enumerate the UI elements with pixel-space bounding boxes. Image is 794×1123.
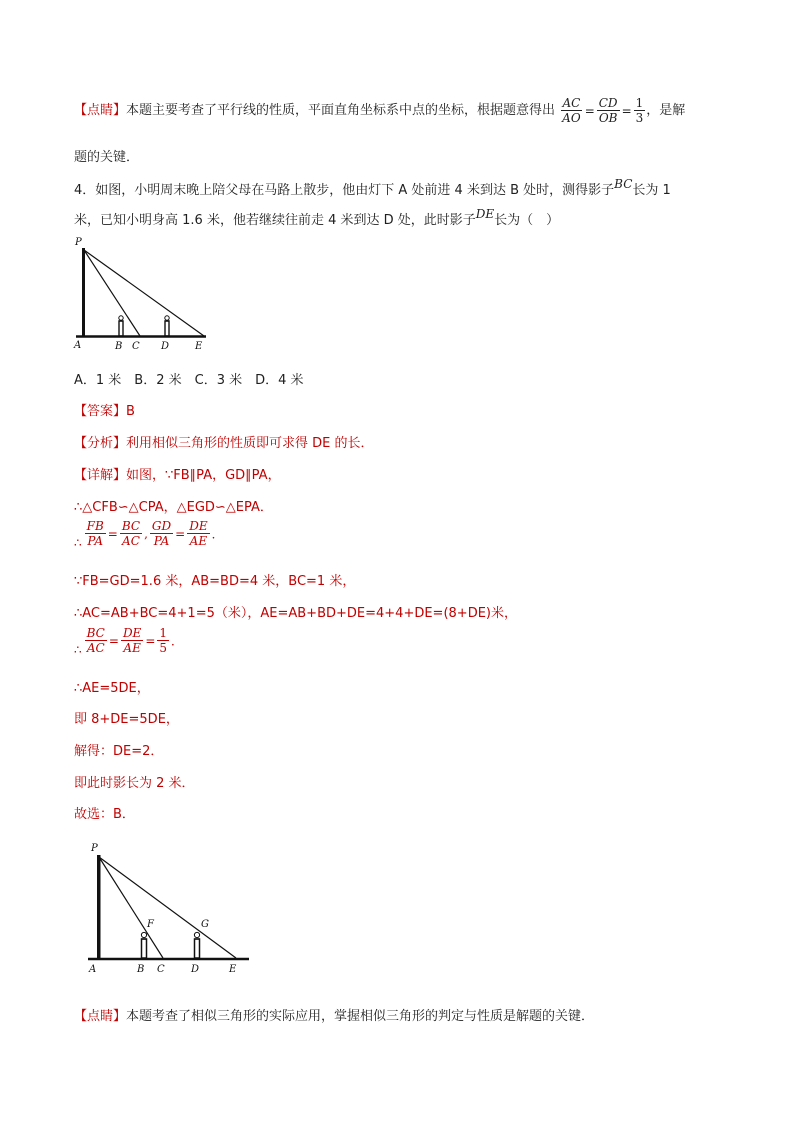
answer-value: B bbox=[126, 404, 135, 419]
fig1-lamp-pole bbox=[82, 248, 85, 337]
answer-line: 【答案】B bbox=[74, 404, 135, 419]
fig2-ray-pe bbox=[99, 857, 236, 958]
fig2-label-a: A bbox=[89, 964, 97, 975]
fig1-label-b: B bbox=[115, 341, 123, 352]
detail-line5: ∴AC=AB+BC=4+1=5（米），AE=AB+BD+DE=4+4+DE=(8+DE)米， bbox=[74, 606, 517, 621]
fig2-label-e: E bbox=[229, 964, 237, 975]
fig1-label-e: E bbox=[195, 341, 203, 352]
tip1-frac-ac-ao: $\frac{AC}{AO}$ bbox=[562, 96, 581, 125]
fig1-label-d: D bbox=[161, 341, 170, 352]
tip1-frac-one-third: $\frac{1}{3}$ bbox=[635, 96, 644, 125]
detail-line4: ∵FB=GD=1.6 米，AB=BD=4 米，BC=1 米， bbox=[74, 574, 356, 589]
fig1-label-a: A bbox=[74, 340, 82, 351]
tip1-line1: 【点睛】本题主要考查了平行线的性质，平面直角坐标系中点的坐标，根据题意得出 $\frac{AC}{AO}$ = $\frac{CD}{OB}$ = $\frac{1}{3}$ ，是解 bbox=[74, 96, 686, 125]
tip1-line2: 题的关键． bbox=[74, 150, 140, 165]
detail-line10: 即此时影长为 2 米． bbox=[74, 776, 195, 791]
tip2-line: 【点睛】本题考查了相似三角形的实际应用，掌握相似三角形的判定与性质是解题的关键． bbox=[74, 1009, 595, 1024]
question-options: A．1 米 B．2 米 C．3 米 D．4 米 bbox=[74, 373, 304, 388]
tip1-text-b: ，是解 bbox=[646, 103, 686, 118]
fig1-label-c: C bbox=[132, 341, 140, 352]
analysis-line: 【分析】利用相似三角形的性质即可求得 DE 的长． bbox=[74, 436, 374, 451]
fig2-person-b bbox=[141, 932, 147, 958]
tip1-text-a: 本题主要考查了平行线的性质，平面直角坐标系中点的坐标，根据题意得出 bbox=[126, 103, 556, 118]
detail-line1: 【详解】如图，∵FB∥PA，GD∥PA， bbox=[74, 468, 281, 483]
fig2-label-g: G bbox=[201, 919, 209, 930]
tip1-tag: 【点睛】 bbox=[74, 103, 127, 118]
fig2-label-p: P bbox=[91, 843, 98, 854]
fig2-label-c: C bbox=[157, 964, 165, 975]
detail-line9: 解得：DE=2． bbox=[74, 744, 164, 759]
tip1-frac-cd-ob: $\frac{CD}{OB}$ bbox=[598, 96, 618, 125]
question-line2: 米，已知小明身高 1.6 米，他若继续往前走 4 米到达 D 处，此时影子DE长为（ ） bbox=[74, 207, 560, 228]
fig1-person-b bbox=[119, 316, 124, 336]
question-line1: 4．如图，小明周末晚上陪父母在马路上散步，他由灯下 A 处前进 4 米到达 B 处时，测得影子BC长为 1 bbox=[74, 177, 671, 198]
detail-line11: 故选：B． bbox=[74, 807, 135, 822]
fig2-label-d: D bbox=[191, 964, 200, 975]
fig2-lamp-pole bbox=[97, 855, 101, 959]
fig1-person-d bbox=[165, 316, 170, 336]
detail-line7: ∴AE=5DE， bbox=[74, 681, 150, 696]
fig1-ray-pe bbox=[84, 250, 204, 336]
fig2-person-d bbox=[194, 932, 200, 958]
detail-fraction-line2: ∴ $\frac{BC}{AC}$ = $\frac{DE}{AE}$ = $\frac{1}{5}$ ． bbox=[74, 626, 184, 657]
detail-line2: ∴△CFB∽△CPA，△EGD∽△EPA． bbox=[74, 500, 273, 515]
var-de: DE bbox=[475, 207, 495, 221]
fig2-label-f: F bbox=[147, 919, 154, 930]
var-bc: BC bbox=[614, 177, 633, 191]
figure-2 bbox=[84, 838, 256, 978]
fig1-ray-pc bbox=[84, 250, 140, 336]
fig1-label-p: P bbox=[75, 237, 82, 248]
fig2-label-b: B bbox=[137, 964, 145, 975]
figure-1 bbox=[70, 233, 220, 355]
detail-line8: 即 8+DE=5DE， bbox=[74, 712, 179, 727]
detail-fraction-line1: ∴ $\frac{FB}{PA}$ = $\frac{BC}{AC}$ , $\frac{GD}{PA}$ = $\frac{DE}{AE}$ ． bbox=[74, 519, 224, 550]
fig2-ray-pc bbox=[99, 857, 163, 958]
